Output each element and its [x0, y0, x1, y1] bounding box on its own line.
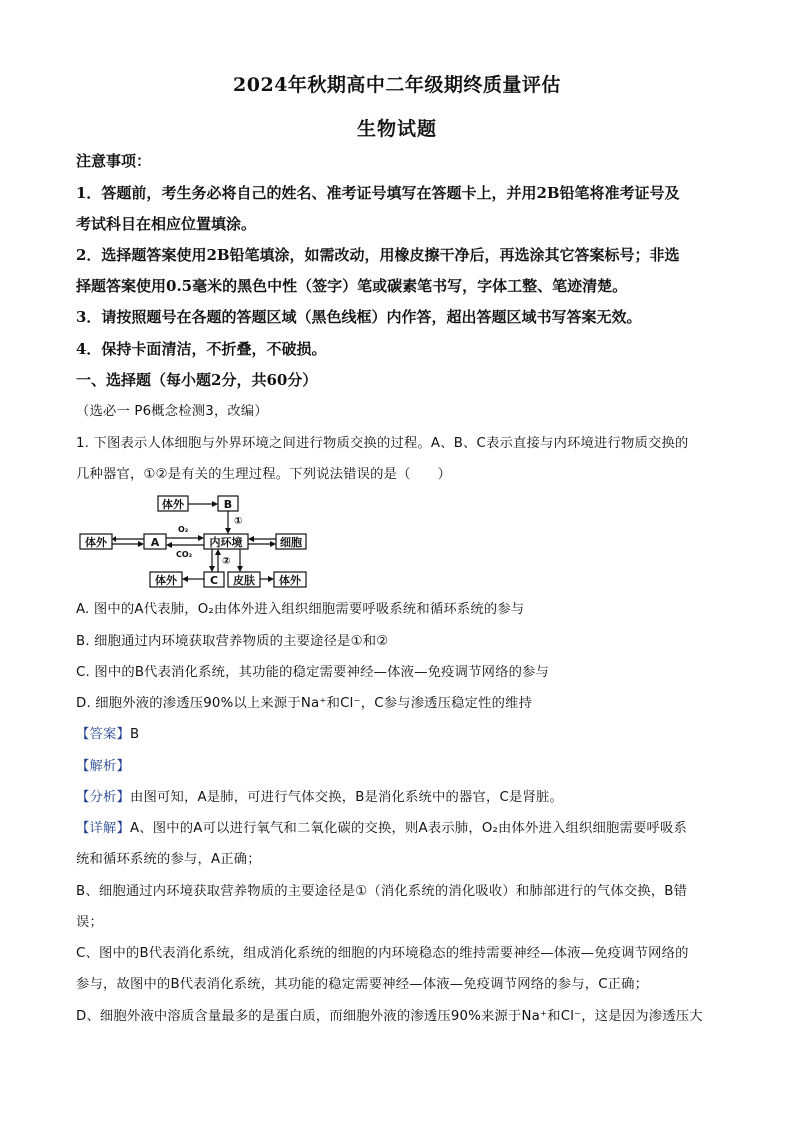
arrowhead-internal-to-skin — [237, 566, 243, 572]
xiangjie-line-b2: 误； — [76, 915, 103, 930]
option-a: A. 图中的A代表肺，O₂由体外进入组织细胞需要呼吸系统和循环系统的参与 — [76, 602, 525, 617]
exam-title: 2024年秋期高中二年级期终质量评估 — [233, 74, 561, 96]
answer-value: B — [130, 727, 140, 742]
notice-line-2b: 择题答案使用0.5毫米的黑色中性（签字）笔或碳素笔书写，字体工整、笔迹清楚。 — [76, 277, 628, 295]
arrowhead-internal-to-a — [166, 542, 172, 548]
material-exchange-diagram — [78, 494, 308, 590]
fenxi-text: 由图可知，A是肺，可进行气体交换，B是消化系统中的器官，C是肾脏。 — [130, 790, 564, 805]
arrowhead-a-to-internal — [198, 535, 204, 541]
fenxi-tag: 【分析】 — [76, 790, 130, 805]
notice-line-1b: 考试科目在相应位置填涂。 — [76, 215, 257, 233]
arrowhead-internal-to-c — [209, 566, 215, 572]
answer-tag: 【答案】 — [76, 727, 130, 742]
label-outside-bottom-left: 体外 — [155, 574, 177, 587]
label-a: A — [150, 536, 160, 549]
answer-line — [76, 723, 726, 742]
option-b: B. 细胞通过内环境获取营养物质的主要途径是①和② — [76, 634, 389, 649]
xiangjie-line-c2: 参与，故图中的B代表消化系统，其功能的稳定需要神经—体液—免疫调节网络的参与，C正确； — [76, 977, 649, 992]
xiangjie-line-c1: C、图中的B代表消化系统，组成消化系统的细胞的内环境稳态的维持需要神经—体液—免疫调节网络的 — [76, 946, 689, 961]
xiangjie-tag: 【详解】 — [76, 821, 130, 836]
analysis-fenxi — [76, 786, 726, 805]
label-outside-bottom-right: 体外 — [279, 574, 301, 587]
arrowhead-b-to-internal — [225, 528, 231, 534]
xiangjie-a1-text: A、图中的A可以进行氧气和二氧化碳的交换，则A表示肺，O₂由体外进入组织细胞需要呼吸系 — [130, 821, 687, 836]
exam-subtitle: 生物试题 — [356, 118, 437, 140]
notice-line-1a: 1．答题前，考生务必将自己的姓名、准考证号填写在答题卡上，并用2B铅笔将准考证号及 — [76, 184, 680, 202]
question-stem-1: 1. 下图表示人体细胞与外界环境之间进行物质交换的过程。A、B、C表示直接与内环境进行物质交换的 — [76, 436, 689, 451]
question-stem-2: 几种器官，①②是有关的生理过程。下列说法错误的是（ ） — [76, 467, 452, 482]
xiangjie-line-a1 — [76, 817, 726, 836]
label-co2: CO₂ — [176, 550, 193, 559]
xiangjie-line-b1: B、细胞通过内环境获取营养物质的主要途径是①（消化系统的消化吸收）和肺部进行的气体交换，B错 — [76, 884, 688, 899]
arrowhead-outside-to-a — [138, 541, 144, 547]
label-c: C — [209, 574, 219, 587]
arrowhead-outside-to-b — [212, 501, 218, 507]
label-skin: 皮肤 — [233, 574, 255, 587]
label-internal-environment: 内环境 — [209, 536, 243, 549]
notice-line-4: 4．保持卡面清洁，不折叠，不破损。 — [76, 340, 327, 358]
arrowhead-skin-to-outside — [268, 576, 274, 582]
notice-line-2a: 2．选择题答案使用2B铅笔填涂，如需改动，用橡皮擦干净后，再选涂其它答案标号；非选 — [76, 246, 680, 264]
arrowhead-internal-to-cell — [270, 541, 276, 547]
label-outside-left: 体外 — [85, 536, 107, 549]
label-cell: 细胞 — [280, 536, 302, 549]
xiangjie-line-d1: D、细胞外液中溶质含量最多的是蛋白质，而细胞外液的渗透压90%来源于Na⁺和Cl⁻，这是因为渗透压大 — [76, 1009, 703, 1024]
label-outside-top: 体外 — [162, 498, 184, 511]
process-1-label: ① — [234, 516, 243, 527]
section-heading: 一、选择题（每小题2分，共60分） — [76, 371, 318, 389]
notice-line-3: 3．请按照题号在各题的答题区域（黑色线框）内作答，超出答题区域书写答案无效。 — [76, 308, 642, 326]
label-b: B — [223, 498, 233, 511]
arrowhead-c-to-internal — [215, 549, 221, 555]
analysis-tag: 【解析】 — [76, 759, 130, 774]
arrowhead-cell-to-internal — [248, 536, 254, 542]
option-c: C. 图中的B代表消化系统，其功能的稳定需要神经—体液—免疫调节网络的参与 — [76, 665, 550, 680]
option-d: D. 细胞外液的渗透压90%以上来源于Na⁺和Cl⁻，C参与渗透压稳定性的维持 — [76, 696, 533, 711]
question-source: （选必一 P6概念检测3，改编） — [76, 404, 268, 419]
label-o2: O₂ — [178, 525, 189, 534]
xiangjie-line-a2: 统和循环系统的参与，A正确； — [76, 852, 261, 867]
arrowhead-c-to-outside — [182, 576, 188, 582]
process-2-label: ② — [222, 556, 231, 567]
notice-heading: 注意事项： — [76, 152, 152, 170]
